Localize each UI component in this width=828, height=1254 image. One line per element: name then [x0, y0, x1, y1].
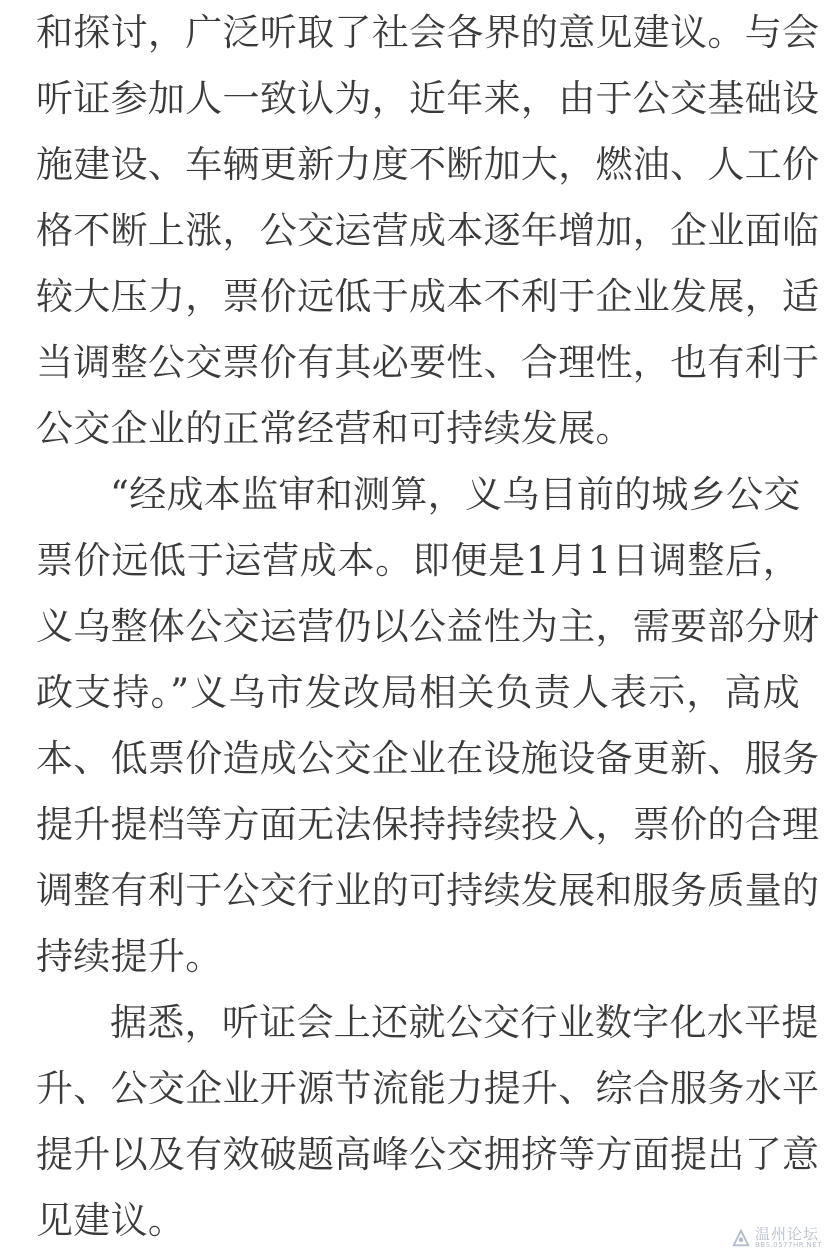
paragraph-2	[36, 462, 820, 990]
article-body	[36, 0, 820, 1254]
paragraph-3	[36, 990, 820, 1254]
text-line: 当调整公交票价有其必要性、合理性，也有利于	[36, 341, 820, 384]
watermark-text: 温州论坛	[754, 1225, 819, 1243]
text-line: 据悉，听证会上还就公交行业数字化水平提	[110, 1001, 819, 1044]
text-line: 见建议。	[36, 1199, 186, 1242]
forum-watermark	[730, 1227, 822, 1249]
text-line: 票价远低于运营成本。即便是1月1日调整后，	[36, 539, 800, 582]
text-line: 公交企业的正常经营和可持续发展。	[36, 407, 633, 450]
text-line: 施建设、车辆更新力度不断加大，燃油、人工价	[36, 143, 820, 186]
text-line: 提升提档等方面无法保持持续投入，票价的合理	[36, 803, 820, 846]
text-line: 政支持。”义乌市发改局相关负责人表示，高成	[36, 671, 800, 714]
text-line: 持续提升。	[36, 935, 223, 978]
text-line: 较大压力，票价远低于成本不利于企业发展，适	[36, 275, 820, 318]
paragraph-1	[36, 0, 820, 462]
text-line: 提升以及有效破题高峰公交拥挤等方面提出了意	[36, 1133, 820, 1176]
text-line: 听证参加人一致认为，近年来，由于公交基础设	[36, 77, 820, 120]
watermark-url: BBS.0577HR.NET	[754, 1241, 822, 1249]
text-line: 和探讨，广泛听取了社会各界的意见建议。与会	[36, 11, 820, 54]
forum-logo-icon	[730, 1227, 752, 1249]
text-line: 本、低票价造成公交企业在设施设备更新、服务	[36, 737, 820, 780]
text-line: “经成本监审和测算，义乌目前的城乡公交	[110, 473, 801, 516]
text-line: 升、公交企业开源节流能力提升、综合服务水平	[36, 1067, 820, 1110]
text-line: 调整有利于公交行业的可持续发展和服务质量的	[36, 869, 820, 912]
text-line: 义乌整体公交运营仍以公益性为主，需要部分财	[36, 605, 820, 648]
text-line: 格不断上涨，公交运营成本逐年增加，企业面临	[36, 209, 820, 252]
